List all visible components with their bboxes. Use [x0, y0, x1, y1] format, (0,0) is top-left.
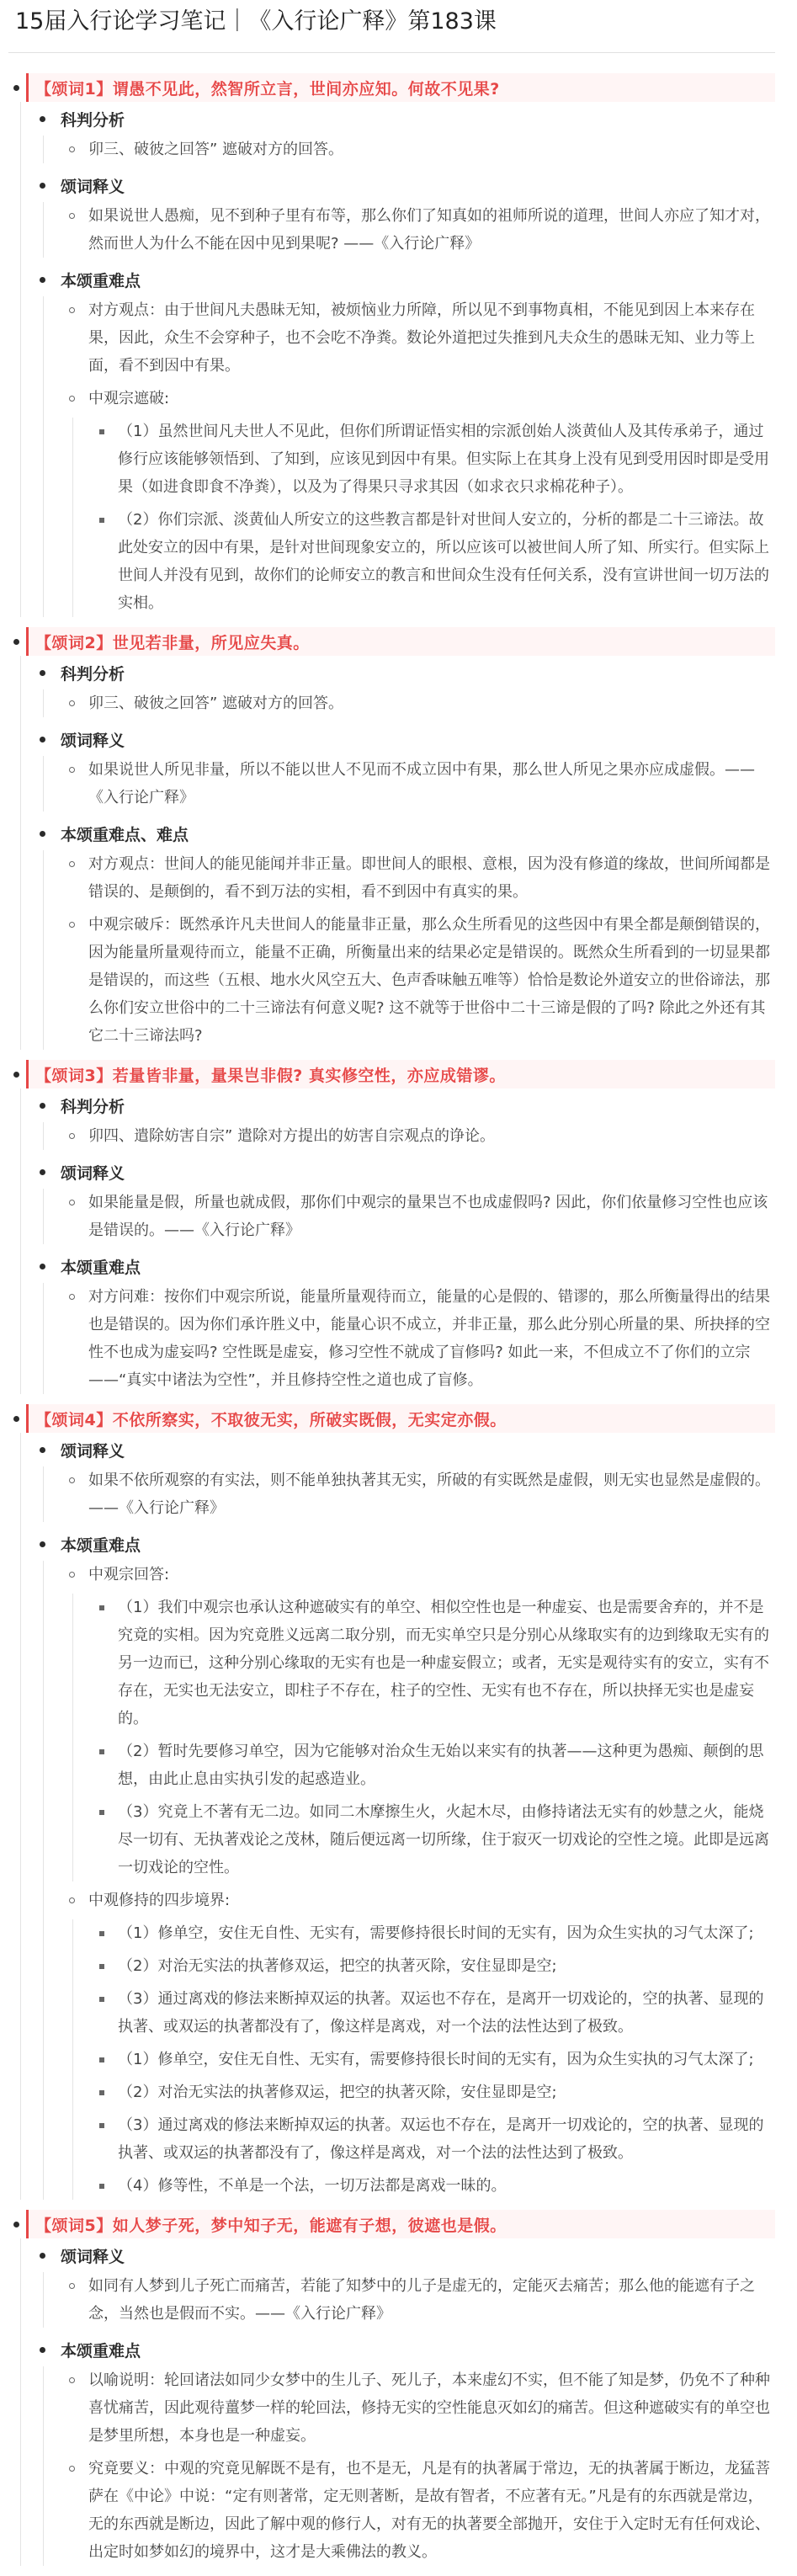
hollow-bullet-icon — [69, 1897, 75, 1903]
sub-items — [72, 1594, 775, 1881]
section-body — [20, 2238, 775, 2566]
list-item — [72, 2366, 775, 2450]
sub-list-item — [102, 2172, 775, 2200]
bullet-dot-icon — [40, 831, 45, 837]
hollow-bullet-icon — [69, 1572, 75, 1578]
list-item — [72, 850, 775, 906]
hollow-bullet-icon — [69, 1200, 75, 1206]
sub-list-item — [102, 2111, 775, 2167]
bullet-dot-icon — [40, 737, 45, 742]
bullet-dot-icon — [40, 1264, 45, 1269]
block-heading-text: 颂词释义 — [61, 731, 125, 750]
section-title-bar — [26, 627, 775, 656]
section-title: 【颂词5】如人梦子死，梦中知子无，能遮有子想，彼遮也是假。 — [35, 2216, 507, 2235]
section — [8, 1404, 775, 2200]
block-heading[interactable] — [43, 722, 775, 756]
list-item-text: 中观修持的四步境界: — [88, 1892, 231, 1909]
sub-list-item — [102, 2046, 775, 2073]
sub-list-item-text: （1）我们中观宗也承认这种遮破实有的单空、相似空性也是一种虚妄、也是需要舍弃的，并不是究竟的实相。因为究竟胜义远离二取分别，而无实单空只是分别心从缘取实有的边到缘取无实有的另一边而已，这种分别心缘取的无实有也是一种虚妄假立；或者，无实是观待实有的安立，实有不存在，无实也无法安立，即柱子不存在，柱子的空性、无实有也不存在，所以抉择无实也是虚妄的。 — [118, 1599, 769, 1727]
square-bullet-icon — [99, 2123, 104, 2128]
list-item — [72, 1561, 775, 1589]
section — [8, 627, 775, 1050]
bullet-dot-icon — [40, 1541, 45, 1547]
block-heading-text: 科判分析 — [61, 1097, 125, 1116]
square-bullet-icon — [99, 2184, 104, 2189]
block-heading[interactable] — [43, 1088, 775, 1122]
section-title: 【颂词4】不依所察实，不取彼无实，所破实既假，无实定亦假。 — [35, 1410, 507, 1429]
hollow-bullet-icon — [69, 767, 75, 773]
sub-list-item-text: （3）究竟上不著有无二边。如同二木摩擦生火，火起木尽，由修持诸法无实有的妙慧之火，能烧尽一切有、无执著戏论之茂林，随后便远离一切所缘，住于寂灭一切戏论的空性之境。此即是远离一切戏论的空性。 — [118, 1803, 769, 1876]
sub-list-item — [102, 418, 775, 501]
list-item-text: 对方观点：世间人的能见能闻并非正量。即世间人的眼根、意根，因为没有修道的缘故，世间所闻都是错误的、是颠倒的，看不到万法的实相，看不到因中有真实的果。 — [88, 855, 770, 901]
list-item-text: 卯三、破彼之回答” 遮破对方的回答。 — [88, 141, 344, 158]
section — [8, 73, 775, 617]
square-bullet-icon — [99, 2057, 104, 2062]
bullet-dot-icon — [13, 2222, 19, 2227]
square-bullet-icon — [99, 1810, 104, 1815]
block-heading[interactable] — [43, 2238, 775, 2272]
list-item — [72, 1887, 775, 1914]
hollow-bullet-icon — [69, 146, 75, 152]
block-heading[interactable] — [43, 817, 775, 850]
sub-list-item — [102, 1798, 775, 1881]
list-item-text: 卯四、遣除妨害自宗” 遣除对方提出的妨害自宗观点的诤论。 — [88, 1127, 496, 1145]
list-item — [72, 1466, 775, 1522]
sub-list-item-text: （2）对治无实法的执著修双运，把空的执著灭除，安住显即是空; — [118, 1957, 557, 1975]
list-item-text: 中观宗破斥：既然承许凡夫世间人的能量非正量，那么众生所看见的这些因中有果全都是颠倒错误的，因为能量所量观待而立，能量不正确，所衡量出来的结果必定是错误的。既然众生所看到的一切显果都是错误的，而这些（五根、地水火风空五大、色声香味触五唯等）恰恰是数论外道安立的世俗谛法，那么你们安立世俗中的二十三谛法有何意义呢? 这不就等于世俗中二十三谛是假的了吗? 除此之外还有其它二十三谛法吗? — [88, 916, 770, 1045]
block-heading-text: 本颂重难点 — [61, 1258, 141, 1277]
block-heading-text: 本颂重难点、难点 — [61, 825, 189, 844]
bullet-dot-icon — [40, 277, 45, 283]
list-item — [72, 756, 775, 812]
notes-content — [8, 73, 775, 2566]
list-item-text: 对方观点：由于世间凡夫愚昧无知，被烦恼业力所障，所以见不到事物真相，不能见到因上本来存在果，因此，众生不会穿种子，也不会吃不净粪。数论外道把过失推到凡夫众生的愚昧无知、业力等上面，看不到因中有果。 — [88, 301, 755, 375]
sub-list-item-text: （2）暂时先要修习单空，因为它能够对治众生无始以来实有的执著——这种更为愚痴、颠倒的思想，由此止息由实执引发的起惑造业。 — [118, 1743, 764, 1788]
sub-list-item — [102, 1952, 775, 1980]
bullet-dot-icon — [40, 2253, 45, 2259]
list-item-text: 对方问难：按你们中观宗所说，能量所量观待而立，能量的心是假的、错谬的，那么所衡量得出的结果也是错误的。因为你们承许胜义中，能量心识不成立，并非正量，那么此分别心所量的果、所抉择的空性不也成为虚妄吗? 空性既是虚妄，修习空性不就成了盲修吗? 如此一来，不但成立不了你们的立宗——“真实中诸法为空性”，并且修持空性之道也成了盲修。 — [88, 1288, 770, 1389]
section — [8, 2210, 775, 2566]
section-header[interactable] — [8, 1060, 775, 1088]
list-item-text: 以喻说明：轮回诸法如同少女梦中的生儿子、死儿子，本来虚幻不实，但不能了知是梦，仍免不了种种喜忧痛苦，因此观待薑梦一样的轮回法，修持无实的空性能息灭如幻的痛苦。但这种遮破实有的单空也是梦里所想，本身也是一种虚妄。 — [88, 2371, 770, 2445]
hollow-bullet-icon — [69, 700, 75, 706]
block-items — [43, 756, 775, 812]
block-items — [43, 2272, 775, 2328]
block-heading[interactable] — [43, 168, 775, 202]
bullet-dot-icon — [13, 1072, 19, 1078]
block-items — [43, 1122, 775, 1150]
section-body — [20, 1088, 775, 1394]
bullet-dot-icon — [40, 183, 45, 189]
block-items — [43, 136, 775, 163]
sub-list-item-text: （1）修单空，安住无自性、无实有，需要修持很长时间的无实有，因为众生实执的习气太深了; — [118, 1924, 754, 1942]
bullet-dot-icon — [40, 670, 45, 676]
list-item — [72, 136, 775, 163]
bullet-dot-icon — [40, 1447, 45, 1453]
block-heading-text: 本颂重难点 — [61, 2341, 141, 2360]
section-header[interactable] — [8, 627, 775, 656]
list-item-text: 中观宗遮破: — [88, 390, 170, 407]
hollow-bullet-icon — [69, 1133, 75, 1139]
hollow-bullet-icon — [69, 307, 75, 313]
section-title-bar — [26, 1060, 775, 1088]
block-heading[interactable] — [43, 2333, 775, 2366]
list-item-text: 如果说世人所见非量，所以不能以世人不见而不成立因中有果，那么世人所见之果亦应成虚假。——《入行论广释》 — [88, 761, 755, 806]
sub-list-item — [102, 1985, 775, 2041]
sub-list-item — [102, 506, 775, 617]
hollow-bullet-icon — [69, 396, 75, 402]
list-item — [72, 1189, 775, 1244]
section-title-bar — [26, 2210, 775, 2238]
block-heading-text: 本颂重难点 — [61, 271, 141, 290]
square-bullet-icon — [99, 1997, 104, 2002]
block-items — [43, 1466, 775, 1522]
list-item-text: 如果说世人愚痴，见不到种子里有布等，那么你们了知真如的祖师所说的道理，世间人亦应了知才对，然而世人为什么不能在因中见到果呢? ——《入行论广释》 — [88, 207, 770, 253]
section-body — [20, 656, 775, 1050]
sub-items — [72, 418, 775, 617]
sub-list-item — [102, 1919, 775, 1947]
block-heading-text: 科判分析 — [61, 110, 125, 130]
block-heading-text: 颂词释义 — [61, 2247, 125, 2266]
block-items — [43, 1561, 775, 2200]
list-item — [72, 911, 775, 1050]
list-item-text: 如同有人梦到儿子死亡而痛苦，若能了知梦中的儿子是虚无的，定能灭去痛苦；那么他的能遮有子之念，当然也是假而不实。——《入行论广释》 — [88, 2277, 755, 2323]
section-header[interactable] — [8, 2210, 775, 2238]
section-header[interactable] — [8, 1404, 775, 1433]
square-bullet-icon — [99, 1964, 104, 1969]
bullet-dot-icon — [13, 639, 19, 645]
sub-list-item-text: （1）修单空，安住无自性、无实有，需要修持很长时间的无实有，因为众生实执的习气太深了; — [118, 2051, 754, 2068]
list-item-text: 如果不依所观察的有实法，则不能单独执著其无实，所破的有实既然是虚假，则无实也显然是虚假的。——《入行论广释》 — [88, 1472, 770, 1517]
sub-list-item — [102, 2078, 775, 2106]
sub-list-item-text: （3）通过离戏的修法来断掉双运的执著。双运也不存在，是离开一切戏论的，空的执著、显现的执著、或双运的执著都没有了，像这样是离戏，对一个法的法性达到了极致。 — [118, 2116, 764, 2162]
hollow-bullet-icon — [69, 1294, 75, 1300]
block-items — [43, 689, 775, 717]
list-item — [72, 689, 775, 717]
block-heading-text: 颂词释义 — [61, 1163, 125, 1183]
list-item — [72, 1122, 775, 1150]
section-body — [20, 1433, 775, 2200]
section-title-bar — [26, 73, 775, 102]
list-item-text: 如果能量是假，所量也就成假，那你们中观宗的量果岂不也成虚假吗? 因此，你们依量修习空性也应该是错误的。——《入行论广释》 — [88, 1194, 768, 1239]
list-item — [72, 202, 775, 258]
block-heading-text: 颂词释义 — [61, 177, 125, 196]
block-heading[interactable] — [43, 1527, 775, 1561]
list-item-text: 中观宗回答: — [88, 1566, 170, 1583]
block-items — [43, 1283, 775, 1394]
hollow-bullet-icon — [69, 2283, 75, 2289]
list-item — [72, 1283, 775, 1394]
block-items — [43, 202, 775, 258]
bullet-dot-icon — [13, 85, 19, 91]
page-title: 15届入行论学习笔记｜《入行论广释》第183课 — [15, 8, 497, 35]
sub-items — [72, 1919, 775, 2200]
hollow-bullet-icon — [69, 861, 75, 867]
sub-list-item-text: （4）修等性，不单是一个法，一切万法都是离戏一昧的。 — [118, 2177, 507, 2195]
square-bullet-icon — [99, 1749, 104, 1754]
block-heading[interactable] — [43, 1433, 775, 1466]
hollow-bullet-icon — [69, 2377, 75, 2383]
block-heading[interactable] — [43, 263, 775, 296]
block-heading-text: 颂词释义 — [61, 1441, 125, 1461]
sub-list-item-text: （3）通过离戏的修法来断掉双运的执著。双运也不存在，是离开一切戏论的，空的执著、显现的执著、或双运的执著都没有了，像这样是离戏，对一个法的法性达到了极致。 — [118, 1990, 764, 2036]
title-divider — [8, 52, 775, 53]
list-item — [72, 385, 775, 412]
section-header[interactable] — [8, 73, 775, 102]
hollow-bullet-icon — [69, 2466, 75, 2472]
block-heading-text: 科判分析 — [61, 664, 125, 684]
sub-list-item-text: （2）你们宗派、淡黄仙人所安立的这些教言都是针对世间人安立的，分析的都是二十三谛法。故此处安立的因中有果，是针对世间现象安立的，所以应该可以被世间人所了知、所实行。但实际上世间人并没有见到，故你们的论师安立的教言和世间众生没有任何关系，没有宣讲世间一切万法的实相。 — [118, 511, 769, 612]
bullet-dot-icon — [40, 1103, 45, 1109]
section-title: 【颂词2】世见若非量，所见应失真。 — [35, 633, 310, 652]
block-heading-text: 本颂重难点 — [61, 1535, 141, 1555]
hollow-bullet-icon — [69, 213, 75, 219]
section-title: 【颂词3】若量皆非量，量果岂非假? 真实修空性，亦应成错谬。 — [35, 1066, 506, 1085]
block-items — [43, 2366, 775, 2566]
list-item-text: 究竟要义：中观的究竟见解既不是有，也不是无，凡是有的执著属于常边，无的执著属于断边，龙猛菩萨在《中论》中说：“定有则著常，定无则著断，是故有智者，不应著有无。”凡是有的东西就是常边，无的东西就是断边，因此了解中观的修行人，对有无的执著要全部抛开，安住于入定时无有任何戏论、出定时如梦如幻的境界中，这才是大乘佛法的教义。 — [88, 2460, 770, 2561]
block-heading[interactable] — [43, 1155, 775, 1189]
bullet-dot-icon — [40, 2347, 45, 2353]
square-bullet-icon — [99, 518, 104, 523]
block-heading[interactable] — [43, 102, 775, 136]
block-items — [43, 850, 775, 1050]
bullet-dot-icon — [13, 1416, 19, 1422]
bullet-dot-icon — [40, 1169, 45, 1175]
square-bullet-icon — [99, 1931, 104, 1936]
section-body — [20, 102, 775, 617]
hollow-bullet-icon — [69, 1477, 75, 1483]
list-item — [72, 2455, 775, 2566]
hollow-bullet-icon — [69, 922, 75, 928]
sub-list-item-text: （1）虽然世间凡夫世人不见此，但你们所谓证悟实相的宗派创始人淡黄仙人及其传承弟子，通过修行应该能够领悟到、了知到，应该见到因中有果。但实际上在其身上没有见到受用因时即是受用果（如进食即食不净粪），以及为了得果只寻求其因（如求衣只求棉花种子）。 — [118, 423, 769, 496]
section — [8, 1060, 775, 1394]
list-item — [72, 2272, 775, 2328]
bullet-dot-icon — [40, 116, 45, 122]
block-items — [43, 1189, 775, 1244]
section-title: 【颂词1】谓愚不见此，然智所立言，世间亦应知。何故不见果? — [35, 79, 500, 98]
square-bullet-icon — [99, 2090, 104, 2095]
sub-list-item — [102, 1738, 775, 1793]
list-item-text: 卯三、破彼之回答” 遮破对方的回答。 — [88, 695, 344, 712]
sub-list-item-text: （2）对治无实法的执著修双运，把空的执著灭除，安住显即是空; — [118, 2084, 557, 2101]
list-item — [72, 296, 775, 380]
square-bullet-icon — [99, 429, 104, 434]
block-items — [43, 296, 775, 617]
sub-list-item — [102, 1594, 775, 1732]
square-bullet-icon — [99, 1605, 104, 1610]
block-heading[interactable] — [43, 1249, 775, 1283]
block-heading[interactable] — [43, 656, 775, 689]
section-title-bar — [26, 1404, 775, 1433]
